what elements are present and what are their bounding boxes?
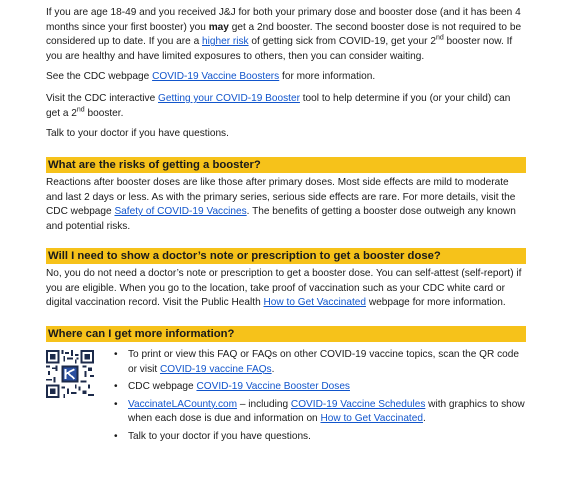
text: for more information. — [279, 71, 376, 82]
bullet: • — [114, 349, 118, 360]
bullet: • — [114, 381, 118, 393]
list-item — [114, 348, 526, 377]
text: booster now. If you are healthy and have limited exposures to others, then you can consider waiting. — [46, 36, 513, 62]
text: booster. — [84, 107, 124, 119]
link-how-to-get-vaccinated-2[interactable]: How to Get Vaccinated — [320, 413, 423, 425]
section-heading-doctors-note: Will I need to show a doctor’s note or prescription to get a booster dose? — [46, 248, 526, 264]
text: No, you do not need a doctor’s note or prescription to get a booster dose. You can self-attest (self-report) if you are eligible. When you go to the location, take proof of vaccination such as your CDC white card or digital vaccination record. Visit the Public Health — [46, 268, 522, 309]
link-vaccine-schedules[interactable]: COVID-19 Vaccine Schedules — [290, 398, 426, 410]
list-item — [114, 380, 526, 395]
text: Reactions after booster doses are like those after primary doses. Most side effects are mild to moderate and last 2 days or less. As with the primary series, serious side effects are rare. For more details, visit the CDC webpage — [46, 177, 516, 218]
bullet: • — [114, 430, 118, 442]
paragraph-talk-doctor: Talk to your doctor if you have questions. — [46, 128, 229, 139]
link-vaccine-faqs[interactable]: COVID-19 vaccine FAQs — [159, 363, 272, 375]
text: – including — [237, 398, 291, 410]
emphasis-may: may — [208, 21, 229, 33]
more-info-list — [114, 348, 526, 448]
text: . — [271, 363, 275, 375]
superscript: nd — [76, 106, 85, 114]
text: If you are age 18-49 and you received J&J for both your primary dose and booster dose (and it has been 4 months since your first booster) you — [46, 7, 521, 33]
paragraph-cdc-tool — [46, 92, 526, 121]
paragraph-risks — [46, 176, 526, 234]
paragraph-second-booster-jj — [46, 6, 526, 64]
text: Talk to your doctor if you have questions. — [128, 430, 311, 442]
section-heading-risks: What are the risks of getting a booster? — [46, 157, 526, 173]
link-covid-vaccine-boosters[interactable]: COVID-19 Vaccine Boosters — [152, 71, 280, 82]
paragraph-doctors-note — [46, 267, 526, 311]
link-higher-risk[interactable]: higher risk — [202, 36, 249, 48]
link-safety-of-vaccines[interactable]: Safety of COVID-19 Vaccines — [114, 206, 247, 218]
list-item — [114, 398, 526, 427]
text: . The benefits of getting a booster dose outweigh any known and potential risks. — [46, 206, 516, 232]
section-heading-more-info: Where can I get more information? — [46, 326, 526, 342]
text: To print or view this FAQ or FAQs on other COVID-19 vaccine topics, scan the QR code or visit — [128, 349, 520, 375]
link-vaccinatelacounty[interactable]: VaccinateLACounty.com — [128, 398, 238, 410]
text: . — [422, 413, 426, 425]
bullet: • — [114, 398, 118, 410]
text: with graphics to show when each dose is due and information on — [128, 398, 525, 425]
list-item — [114, 430, 526, 445]
link-booster-doses[interactable]: COVID-19 Vaccine Booster Doses — [196, 381, 350, 393]
qr-code-icon[interactable] — [46, 350, 94, 398]
link-how-to-get-vaccinated[interactable]: How to Get Vaccinated — [263, 297, 367, 309]
text: get a 2nd booster. The second booster dose is not required to be considered up to date. If you are a — [46, 21, 522, 48]
text: CDC webpage — [128, 381, 197, 393]
text: of getting sick from COVID-19, get your 2 — [248, 36, 436, 48]
text: webpage for more information. — [366, 297, 506, 309]
text: tool to help determine if you (or your child) can get a 2 — [46, 93, 511, 119]
text: See the CDC webpage — [46, 71, 153, 82]
superscript: nd — [435, 34, 444, 42]
link-getting-your-booster[interactable]: Getting your COVID-19 Booster — [158, 93, 300, 104]
paragraph-see-cdc — [46, 70, 526, 85]
text: Visit the CDC interactive — [46, 93, 159, 104]
